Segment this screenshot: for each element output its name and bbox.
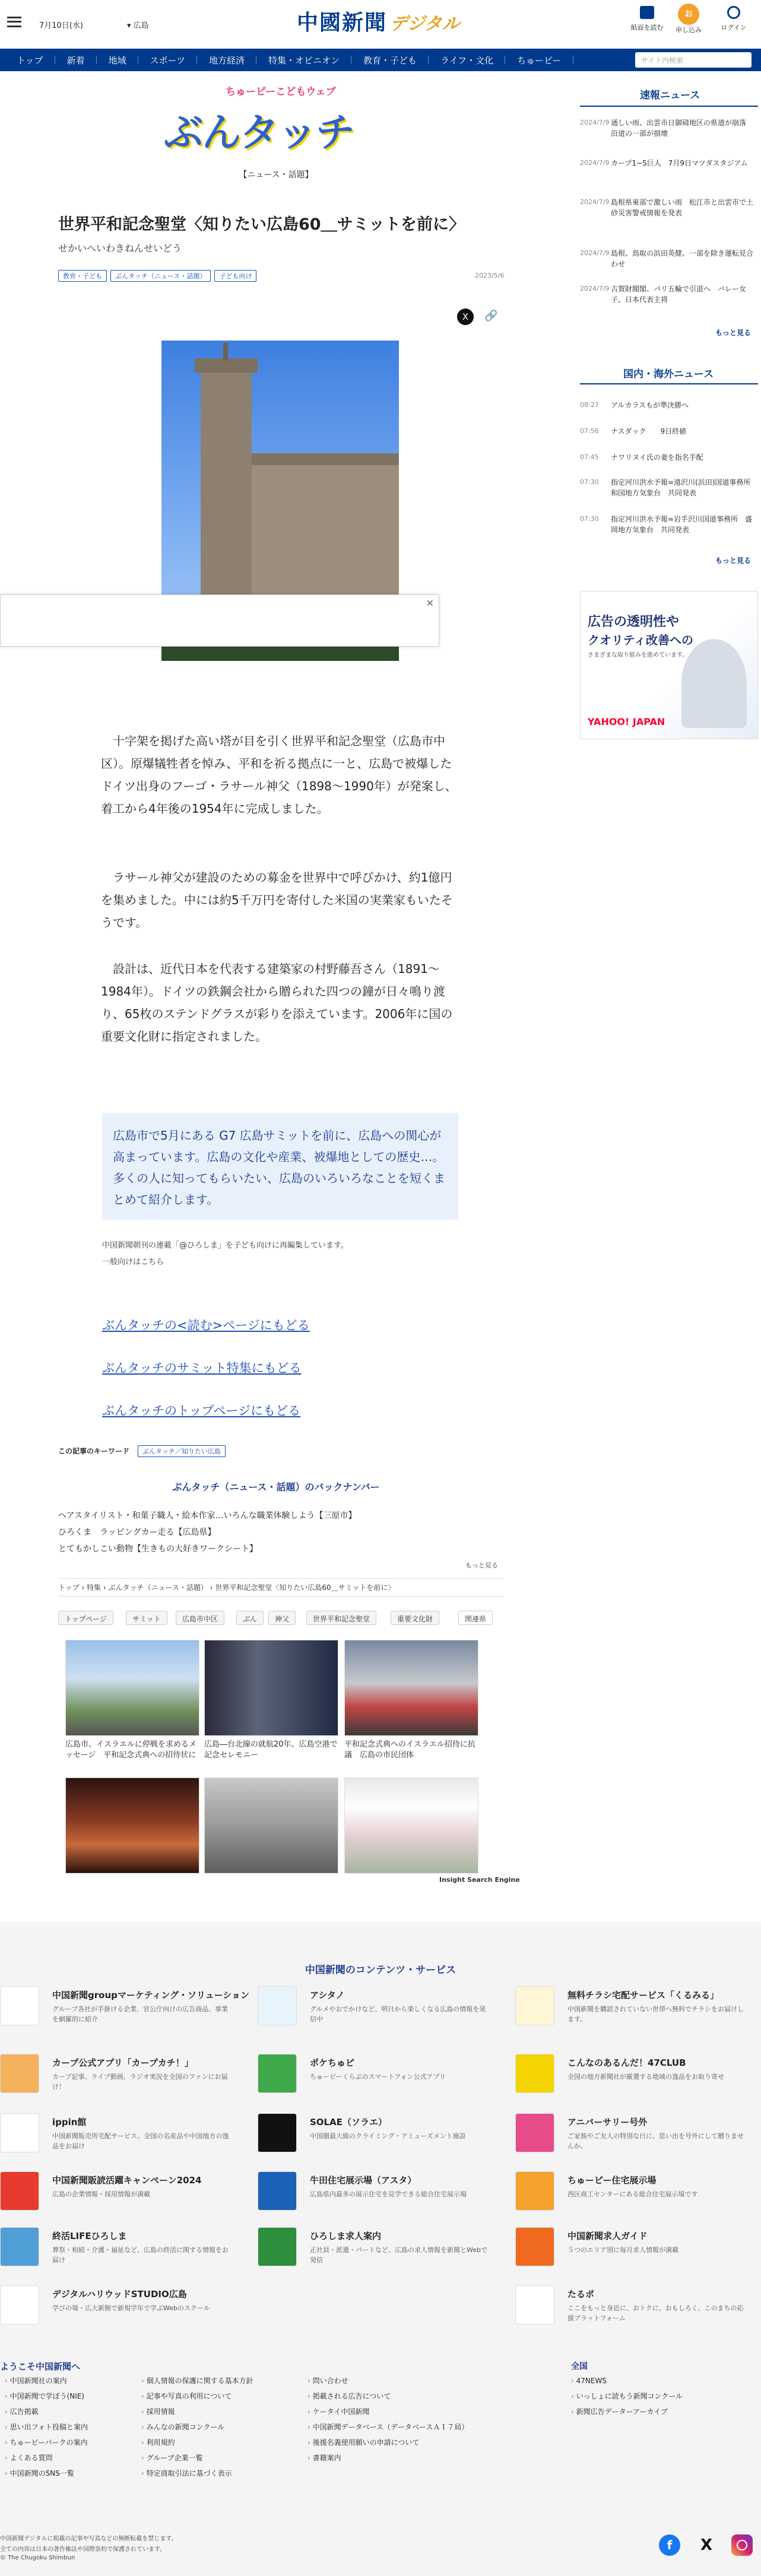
header-icon-login[interactable] [716,6,752,32]
kokunai-item[interactable]: 07:30 指定河川洪水予報=岩手沢川国道事務所 盛岡地方気象台 共同発表 [580,515,753,534]
link-read-page[interactable]: ぶんタッチの<読む>ページにもどる [102,1318,310,1332]
breadcrumb[interactable]: トップ › 特集 › ぶんタッチ（ニュース・話題） › 世界平和記念聖堂〈知りたい広島60＿サミットを前に〉 [58,1578,503,1597]
ad-person [681,639,747,728]
service-tile[interactable] [0,2054,232,2090]
sokuho-item[interactable]: 2024/7/9 島根、鳥取の浜田英健、一部を除き運転見合わせ [580,249,754,268]
service-tile[interactable] [258,2227,489,2263]
service-name: ippin館 [52,2117,87,2127]
article-title: 世界平和記念聖堂〈知りたい広島60＿サミットを前に〉 [58,215,465,234]
ad-line1: 広告の透明性や [588,615,680,629]
service-desc: 中国圏最大級のクライミング・アミューズメント施設 [310,2132,466,2140]
copyright-3: © The Chugoku Shimbun [0,2555,75,2561]
service-desc: ご家族やご友人の特別な日に、思い出を号外にして贈りませんか。 [567,2132,744,2150]
location-select[interactable]: ▾ 広島 [127,21,149,30]
related-pill[interactable]: 広島市中区 [176,1611,224,1625]
sokuho-title: 速報ニュース [640,90,700,101]
footer-link[interactable]: › みんなの新聞コンクール [141,2419,253,2435]
footer-link[interactable]: › 思い出フォト投稿と案内 [5,2419,88,2435]
footer-link[interactable]: › 中国新聞のSNS一覧 [5,2466,88,2481]
buntouch-logo [160,83,386,172]
service-tile[interactable] [0,2227,232,2263]
service-logo [515,2054,554,2093]
copyright-1: 中国新聞デジタルに掲載の記事や写真などの無断転載を禁じます。 [0,2536,177,2542]
backnumber-item[interactable]: ヘアスタイリスト・和菓子職人・絵本作家…いろんな職業体験しよう【三原市】 [58,1511,357,1521]
service-desc: 葬祭・相続・介護・福祉など、広島の終活に関する情報をお届け [52,2246,229,2264]
service-desc: ５つのエリア別に毎月求人情報が満載 [567,2246,678,2254]
footer-link[interactable]: › 中国新聞データベース（データベースＡＩ７局） [307,2419,468,2435]
footer-link[interactable]: › 中国新聞で学ぼう(NIE) [5,2389,88,2404]
logo-big-text: ぶんタッチ [164,110,354,155]
link-top-page[interactable]: ぶんタッチのトップページにもどる [102,1404,301,1418]
location-label: 広島 [133,21,149,30]
article-reading: せかいへいわきねんせいどう [58,243,182,254]
backnumber-item[interactable]: とてもかしこい動物【生きもの大好きワークシート】 [58,1544,258,1554]
service-name: アシタノ [310,1990,345,2001]
close-icon[interactable]: ✕ [426,597,434,609]
related-caption[interactable]: 平和記念式典へのイスラエル招待に抗議 広島の市民団体 [344,1740,475,1760]
related-thumb-5[interactable] [204,1777,338,1874]
tag[interactable]: ぶんタッチ（ニュース・話題） [110,270,211,282]
service-desc: 中国新聞を購読されていない世帯へ無料でチラシをお届けします。 [567,2005,744,2023]
service-name: デジタルハリウッドSTUDIO広島 [52,2289,187,2300]
keyword-tag[interactable]: ぶんタッチ／知りたい広島 [138,1445,226,1457]
ad-brand: YAHOO! JAPAN [588,716,665,727]
service-desc: 正社員・派遣・パートなど、広島の求人情報を新聞とWebで発信 [310,2246,487,2264]
related-thumb-4[interactable] [65,1777,199,1874]
footer-link[interactable]: › 利用規約 [141,2435,253,2450]
service-desc: 広島の企業情報・採用情報が満載 [52,2190,150,2198]
service-name: 中国新聞販読活躍キャンペーン2024 [52,2175,202,2186]
link-icon[interactable]: 🔗 [484,310,498,322]
menu-icon[interactable] [7,17,21,27]
service-logo [0,2113,39,2152]
facebook-icon[interactable]: f [659,2534,680,2556]
intro-box-text: 広島市で5月にある G7 広島サミットを前に、広島への関心が高まっています。広島の文化や産業、被爆地としての歴史…。多くの人に知ってもらいたい、広島のいろいろなことを短くまとめて紹介します。 [113,1128,445,1207]
sokuho-item[interactable]: 2024/7/9 古賀財閥閣、パリ五輪で引退へ バレー女子、日本代表主将 [580,285,747,304]
footer-zenkoku: 全国 [571,2362,588,2371]
cross [223,343,228,361]
footer-link[interactable]: › 新聞広告データーアーカイブ [571,2404,683,2419]
article-paragraph-2: ラサール神父が建設のための募金を世界中で呼びかけ、約1億円を集めました。中には約5千万円を寄付した米国の実業家もいたそうです。 [101,870,453,930]
service-logo [0,2171,39,2211]
x-icon[interactable]: X [700,2536,713,2554]
service-name: ちゅーピー住宅展示場 [567,2175,657,2186]
keyword-label: この記事のキーワード [58,1447,130,1455]
footer-welcome: ようこそ中国新聞へ [0,2361,81,2372]
footer-col1 [5,2373,88,2481]
kokunai-divider [580,383,758,384]
nav-top[interactable]: トップ [5,49,55,71]
nav-life[interactable]: ライフ・文化 [429,49,505,71]
sokuho-item[interactable]: 2024/7/9 島根県東部で激しい雨 松江市と出雲市で土砂災害警戒情報を発表 [580,198,754,217]
site-search-input[interactable]: サイト内検索 [635,52,752,68]
service-name: ひろしま求人案内 [310,2231,382,2241]
related-caption[interactable]: 広島―台北線の就航20年、広島空港で記念セレモニー [204,1740,338,1760]
backnumber-item[interactable]: ひろくま ラッピングカー走る【広島県】 [58,1528,216,1537]
nav-economy[interactable]: 地方経済 [197,49,256,71]
service-desc: 全国の地方新聞社が厳選する地域の逸品をお取り寄せ [567,2073,724,2081]
article-category: 【ニュース・話題】 [239,170,313,180]
shimen-label: 紙面を読む [630,24,664,31]
related-pill[interactable]: 重要文化財 [391,1611,439,1625]
user-icon [727,6,740,19]
related-thumb-2[interactable] [204,1640,338,1736]
nav-region[interactable]: 地域 [97,49,138,71]
nav-feature[interactable]: 特集・オピニオン [256,49,351,71]
x-share-icon[interactable]: X [457,309,474,325]
related-pill[interactable]: サミット [126,1611,167,1625]
service-name: SOLAE（ソラエ） [310,2117,387,2127]
service-name: 無料チラシ宅配サービス「くるみる」 [567,1990,719,2001]
related-thumb-3[interactable] [344,1640,478,1736]
general-link[interactable]: 一般向けはこちら [102,1258,164,1267]
intro-box [102,1113,458,1220]
related-thumb-1[interactable] [65,1640,199,1736]
article-tags [58,270,260,282]
footer-link[interactable]: › 広告掲載 [5,2404,88,2419]
kokunai-item[interactable]: 08:27 アルカラスもが準決勝へ [580,401,689,409]
footer-link[interactable]: › 個人情報の保護に関する基本方針 [141,2373,253,2389]
footer-link[interactable]: › 掲載される広告について [307,2389,468,2404]
nav-chupy[interactable]: ちゅーピー [505,49,573,71]
article-date: 2023/5/6 [475,272,505,279]
service-desc: グルメやおでかけなど、明日から楽しくなる広島の情報を発信中 [310,2005,486,2023]
related-pill[interactable]: トップページ [58,1611,113,1625]
service-logo [258,1986,297,2025]
related-caption[interactable]: 広島市、イスラエルに停戦を求めるメッセージ 平和記念式典への招待状に [65,1740,196,1760]
service-logo [0,2054,39,2093]
logo-sub: デジタル [389,14,460,34]
kokunai-item[interactable]: 07:56 ナスダック 9日終値 [580,427,687,435]
footer-link[interactable]: › 問い合わせ [307,2373,468,2389]
service-logo [258,2054,297,2093]
footer-link[interactable]: › 47NEWS [571,2373,683,2389]
footer-col3 [307,2373,468,2466]
footer-col4 [571,2373,683,2419]
nav-sports[interactable]: スポーツ [138,49,197,71]
service-logo [515,2113,554,2152]
footer-link[interactable]: › グループ企業一覧 [141,2450,253,2466]
service-logo [258,2227,297,2266]
footer-link[interactable]: › 中国新聞社の案内 [5,2373,88,2389]
book-icon [640,6,654,19]
ise-credit: Insight Search Engine [439,1876,520,1884]
nav-new[interactable]: 新着 [55,49,97,71]
service-name: 中国新聞groupマーケティング・ソリューション [52,1990,250,2001]
service-logo [515,2171,554,2211]
kokunai-title: 国内・海外ニュース [623,368,714,380]
service-tile[interactable] [515,2285,747,2321]
service-tile[interactable] [258,1986,489,2022]
article-paragraph-1: 十字架を掲げた高い塔が目を引く世界平和記念聖堂（広島市中区）。原爆犠牲者を悼み、平和を祈る拠点に一と、広島で被爆したドイツ出身のフーゴ・ラサール神父（1898〜1990年）が発案し、着工から4年後の1954年に完成しました。 [101,734,457,816]
moushikomi-label: 申し込み [676,26,702,34]
service-tile[interactable] [258,2113,489,2149]
related-pill[interactable]: 世界平和記念聖堂 [306,1611,376,1625]
kokunai-more-link[interactable]: もっと見る [715,556,752,565]
service-name: アニバーサリー号外 [567,2117,648,2127]
service-logo [0,2285,39,2324]
kokunai-item[interactable]: 07:30 指定河川洪水予報=遠沢川(浜田)国道事務所 和国地方気象台 共同発表 [580,478,758,497]
service-tile[interactable] [515,2227,747,2263]
service-desc: ちゅーピーくらぶのスマートフォン公式アプリ [310,2073,446,2081]
service-logo [515,2227,554,2266]
service-tile[interactable] [0,1986,250,2023]
service-tile[interactable] [515,2113,747,2149]
tag[interactable]: 教育・子ども [58,270,107,282]
sokuho-more-link[interactable]: もっと見る [715,329,752,337]
service-name: たるポ [567,2289,595,2300]
service-tile[interactable] [258,2171,489,2207]
ad-line2: クオリティ改善への [588,633,693,647]
service-name: 終活LIFEひろしま [52,2231,127,2241]
service-tile[interactable] [515,1986,747,2022]
service-logo [0,2227,39,2266]
chupy-icon: お [678,4,699,25]
sokuho-item[interactable]: 2024/7/9 カープ1−5巨人 7月9日マツダスタジアム [580,159,748,167]
service-desc: 広島県内最多の展示住宅を見学できる総合住宅展示場 [310,2190,467,2198]
sidebar-ad[interactable] [580,591,758,739]
related-thumb-6[interactable] [344,1777,478,1874]
related-pill[interactable]: 関連県 [458,1611,493,1625]
service-desc: グループ各社が手掛ける企業、官公庁向けの広告商品、事業を網羅的に紹介 [52,2005,229,2023]
logo-main: 中國新聞 [297,10,388,35]
footer-link[interactable]: › ケータイ中国新聞 [307,2404,468,2419]
article-paragraph-3: 設計は、近代日本を代表する建築家の村野藤吾さん（1891〜1984年）。ドイツの鉄鋼会社から贈られた四つの鐘が日々鳴り渡り、65枚のステンドグラスが彩りを添えています。2006年に国の重要文化財に指定されました。 [101,962,453,1044]
footer-link[interactable]: › 記事や写真の利用について [141,2389,253,2404]
footer-link[interactable]: › 後援名義使用願いの申請について [307,2435,468,2450]
footer-col2 [141,2373,253,2481]
keyword-section [58,1445,229,1457]
service-tile[interactable] [515,2054,747,2090]
instagram-icon[interactable] [731,2534,753,2556]
sokuho-item[interactable]: 2024/7/9 通しい雨、出雲市日御碕地区の県道が崩落 沿道の一部が損壊 [580,119,754,138]
footer-link[interactable]: › 採用情報 [141,2404,253,2419]
copyright-2: 全ての内容は日本の著作権法や国際条約で保護されています。 [0,2546,166,2553]
footer-link[interactable]: › 特定商取引法に基づく表示 [141,2466,253,2481]
service-name: 牛田住宅展示場（アスタ） [310,2175,417,2186]
tag[interactable]: 子ども向け [214,270,256,282]
service-logo [258,2171,297,2211]
service-tile[interactable] [515,2171,747,2207]
sokuho-divider [580,106,758,107]
service-desc: 中国新聞販売所宅配サービス。全国の名産品や中国地方の逸品をお届け [52,2132,229,2150]
overlay-ad-banner[interactable] [0,594,439,647]
service-name: こんなのあるんだ！47CLUB [567,2057,686,2068]
service-desc: 学びの場・広大新館で新規学年で学ぶWebのスクール [52,2304,210,2312]
service-tile[interactable] [0,2285,232,2321]
related-pill[interactable]: ぶん [236,1611,264,1625]
footer-link[interactable]: › いっしょに読もう新聞コンクール [571,2389,683,2404]
header-icon-shimen[interactable] [630,6,664,32]
service-desc: カープ記事、ライブ動画、ラジオ実況を全国のファンにお届け！ [52,2073,228,2091]
service-logo [515,2285,554,2324]
services-title: 中国新聞のコンテンツ・サービス [305,1964,456,1976]
service-tile[interactable] [258,2054,489,2090]
login-label: ログイン [721,24,747,31]
backnumber-more[interactable]: もっと見る [465,1561,498,1569]
service-name: カープ公式アプリ「カープカチ！」 [52,2057,194,2068]
link-summit-page[interactable]: ぶんタッチのサミット特集にもどる [102,1361,302,1375]
service-logo [258,2113,297,2152]
footer-link[interactable]: › ちゅーピーパークの案内 [5,2435,88,2450]
backnumber-title: ぶんタッチ（ニュース・話題）のバックナンバー [172,1481,380,1493]
nav-education[interactable]: 教育・子ども [351,49,429,71]
service-name: 中国新聞求人ガイド [567,2231,648,2241]
site-header [0,0,761,49]
service-desc: ここをもっと身近に、おトクに。おもしろく、このまちの応援プラットフォーム [567,2304,744,2322]
article-note: 中国新聞朝刊の連載「@ひろしま」を子ども向けに再編集しています。 [102,1241,348,1250]
footer-link[interactable]: › よくある質問 [5,2450,88,2466]
service-name: ポケちゅピ [310,2057,355,2068]
service-logo [515,1986,554,2025]
service-desc: 西区商工センターにある総合住宅展示場です [567,2190,698,2198]
site-logo[interactable] [297,6,493,39]
header-date: 7月10日(水) [39,21,83,30]
header-icon-moushikomi[interactable] [671,4,706,34]
service-tile[interactable] [0,2171,232,2207]
logo-small-text: ちゅーピーこどもウェブ [226,86,336,98]
service-logo [0,1986,39,2025]
service-tile[interactable] [0,2113,232,2149]
ad-line3: さまざまな取り組みを進めています。 [588,652,689,659]
kokunai-item[interactable]: 07:45 ナワリヌイ氏の妻を指名手配 [580,453,703,462]
related-pill[interactable]: 神父 [268,1611,296,1625]
church-roof [252,453,399,465]
footer-link[interactable]: › 書籍案内 [307,2450,468,2466]
